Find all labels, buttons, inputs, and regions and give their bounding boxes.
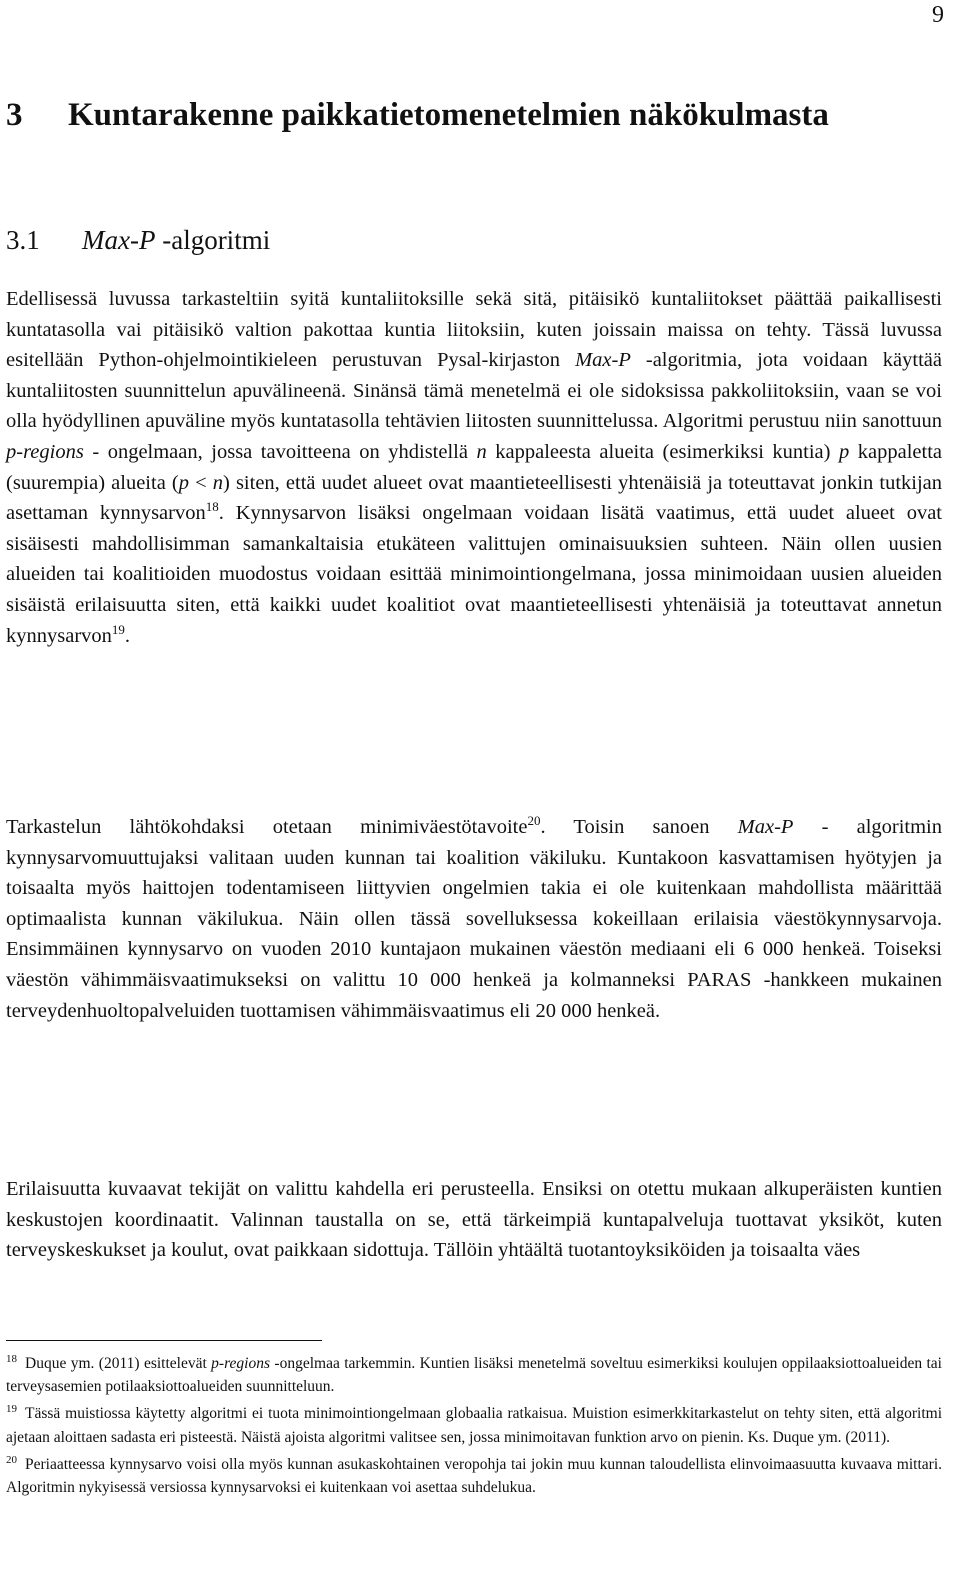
footnote-20 — [6, 1453, 942, 1499]
page-number: 9 — [932, 2, 944, 28]
paragraph-text: . Toisin sanoen — [540, 816, 738, 838]
paragraph-2 — [6, 812, 942, 1026]
footnote-number: 19 — [6, 1403, 17, 1416]
footnote-number: 18 — [6, 1353, 17, 1365]
footnote-text: Duque ym. (2011) esittelevät — [25, 1355, 212, 1372]
italic-term: p — [839, 440, 850, 463]
italic-term: Max-P — [575, 349, 631, 372]
paragraph-text: Edellisessä luvussa tarkasteltiin syitä kuntaliitoksille sekä sitä, pitäisikö kuntaliitokset päättää paikallisesti kuntatasolla vai pitäisikö valtion pakottaa kuntia liitoksiin, kuten joissain maissa on tehty. Tässä luvussa esitellään Python-ohjelmointikieleen perustuvan Pysal-kirjaston — [6, 288, 942, 372]
paragraph-text: kappaleesta alueita (esimerkiksi kuntia) — [486, 440, 839, 463]
paragraph-text: ) siten, että uudet alueet ovat maantieteellisesti yhtenäisiä ja toteuttavat jonkin tutkijan asettaman kynnysarvon — [6, 471, 943, 525]
footnotes — [6, 1352, 942, 1503]
chapter-number: 3 — [6, 97, 23, 133]
footnote-number: 20 — [6, 1453, 17, 1466]
paragraph-text: < — [188, 471, 213, 494]
footnote-18 — [6, 1352, 942, 1398]
footnote-ref-19[interactable]: 19 — [111, 621, 125, 637]
italic-term: n — [212, 471, 224, 494]
section-title — [82, 222, 270, 258]
footnote-text: -ongelmaa tarkemmin. Kuntien lisäksi menetelmä soveltuu esimerkiksi koulujen oppilaaksiottoalueiden tai terveysasemien potilaaksiottoalueiden suunnitteluun. — [6, 1355, 942, 1396]
footnote-text: Periaatteessa kynnysarvo voisi olla myös kunnan asukaskohtainen veropohja tai jokin muu kunnan taloudellista elinvoimaasuutta kuvaava mittari. Algoritmin nykyisessä versiossa kynnysarvoksi ei kuitenkaan voi asettaa suhdelukua. — [6, 1455, 942, 1497]
footnote-19 — [6, 1402, 942, 1448]
italic-term: p-regions — [6, 440, 84, 463]
section-title-rest: -algoritmi — [155, 225, 271, 255]
italic-term: p — [178, 471, 189, 494]
italic-term: n — [476, 440, 487, 463]
footnote-ref-18[interactable]: 18 — [205, 499, 219, 515]
paragraph-text: kappaletta (suurempia) alueita ( — [6, 440, 943, 494]
paragraph-text: . Kynnysarvon lisäksi ongelmaan voidaan lisätä vaatimus, että uudet alueet ovat sisäisesti mahdollisimman samankaltaisia etukäteen valittujen ominaisuuksien suhteen. Näin ollen uusien alueiden tai koalitioiden muodostus voidaan esittää minimointiongelmana, jossa minimoidaan uusien alueiden sisäistä erilaisuutta siten, että kaikki uudet koalitiot ovat maantieteellisesti yhtenäisiä ja toteuttavat annetun kynnysarvon — [6, 502, 942, 647]
footnote-ref-20[interactable]: 20 — [527, 813, 541, 828]
paragraph-text: . — [124, 624, 131, 647]
footnote-text: Tässä muistiossa käytetty algoritmi ei tuota minimointiongelmaan globaalia ratkaisua. Muistion esimerkkitarkastelut on tehty siten, että algoritmi ajetaan aloittaen sadasta eri pisteestä. Näistä ajoista algoritmi valitsee sen, jossa minimoitavan funktion arvo on pienin. Ks. Duque ym. (2011). — [6, 1405, 942, 1446]
paragraph-text: - ongelmaan, jossa tavoitteena on yhdistellä — [83, 440, 477, 463]
chapter-title: Kuntarakenne paikkatietomenetelmien näkökulmasta — [68, 97, 829, 133]
paragraph-1 — [6, 284, 942, 651]
section-title-italic: Max-P — [82, 225, 156, 255]
italic-term: p-regions — [211, 1355, 271, 1372]
paragraph-text: - algoritmin kynnysarvomuuttujaksi valitaan uuden kunnan tai koalition väkiluku. Kuntakoon kasvattamisen hyötyjen ja toisaalta myös haittojen todentamiseen liittyvien ongelmien takia ei ole kuitenkaan mahdollista määrittää optimaalista kunnan väkilukua. Näin ollen tässä sovelluksessa kokeillaan erilaisia väestökynnysarvoja. Ensimmäinen kynnysarvo on vuoden 2010 kuntajaon mukainen väestön mediaani eli 6 000 henkeä. Toiseksi väestön vähimmäisvaatimukseksi on valittu 10 000 henkeä ja kolmanneksi PARAS -hankkeen mukainen terveydenhuoltopalveluiden tuottamisen vähimmäisvaatimus eli 20 000 henkeä. — [6, 816, 943, 1022]
footnote-separator — [6, 1340, 322, 1341]
italic-term: Max-P — [737, 816, 794, 838]
paragraph-text: -algoritmia, jota voidaan käyttää kuntaliitosten suunnittelun apuvälineenä. Sinänsä tämä menetelmä ei ole sidoksissa pakkoliitoksiin, vaan se voi olla hyödyllinen apuväline myös kuntatasolla tehtävien liitosten suunnittelussa. Algoritmi perustuu niin sanottuun — [6, 349, 942, 433]
paragraph-3: Erilaisuutta kuvaavat tekijät on valittu kahdella eri perusteella. Ensiksi on otettu mukaan alkuperäisten kuntien keskustojen koordinaatit. Valinnan taustalla on se, että tärkeimpiä kuntapalveluja tuottavat yksiköt, kuten terveyskeskukset ja koulut, ovat paikkaan sidottuja. Tällöin yhtäältä tuotantoyksiköiden ja toisaalta väes — [6, 1178, 942, 1262]
paragraph-text: Tarkastelun lähtökohdaksi otetaan minimiväestötavoite — [6, 816, 528, 838]
section-number: 3.1 — [6, 225, 40, 255]
